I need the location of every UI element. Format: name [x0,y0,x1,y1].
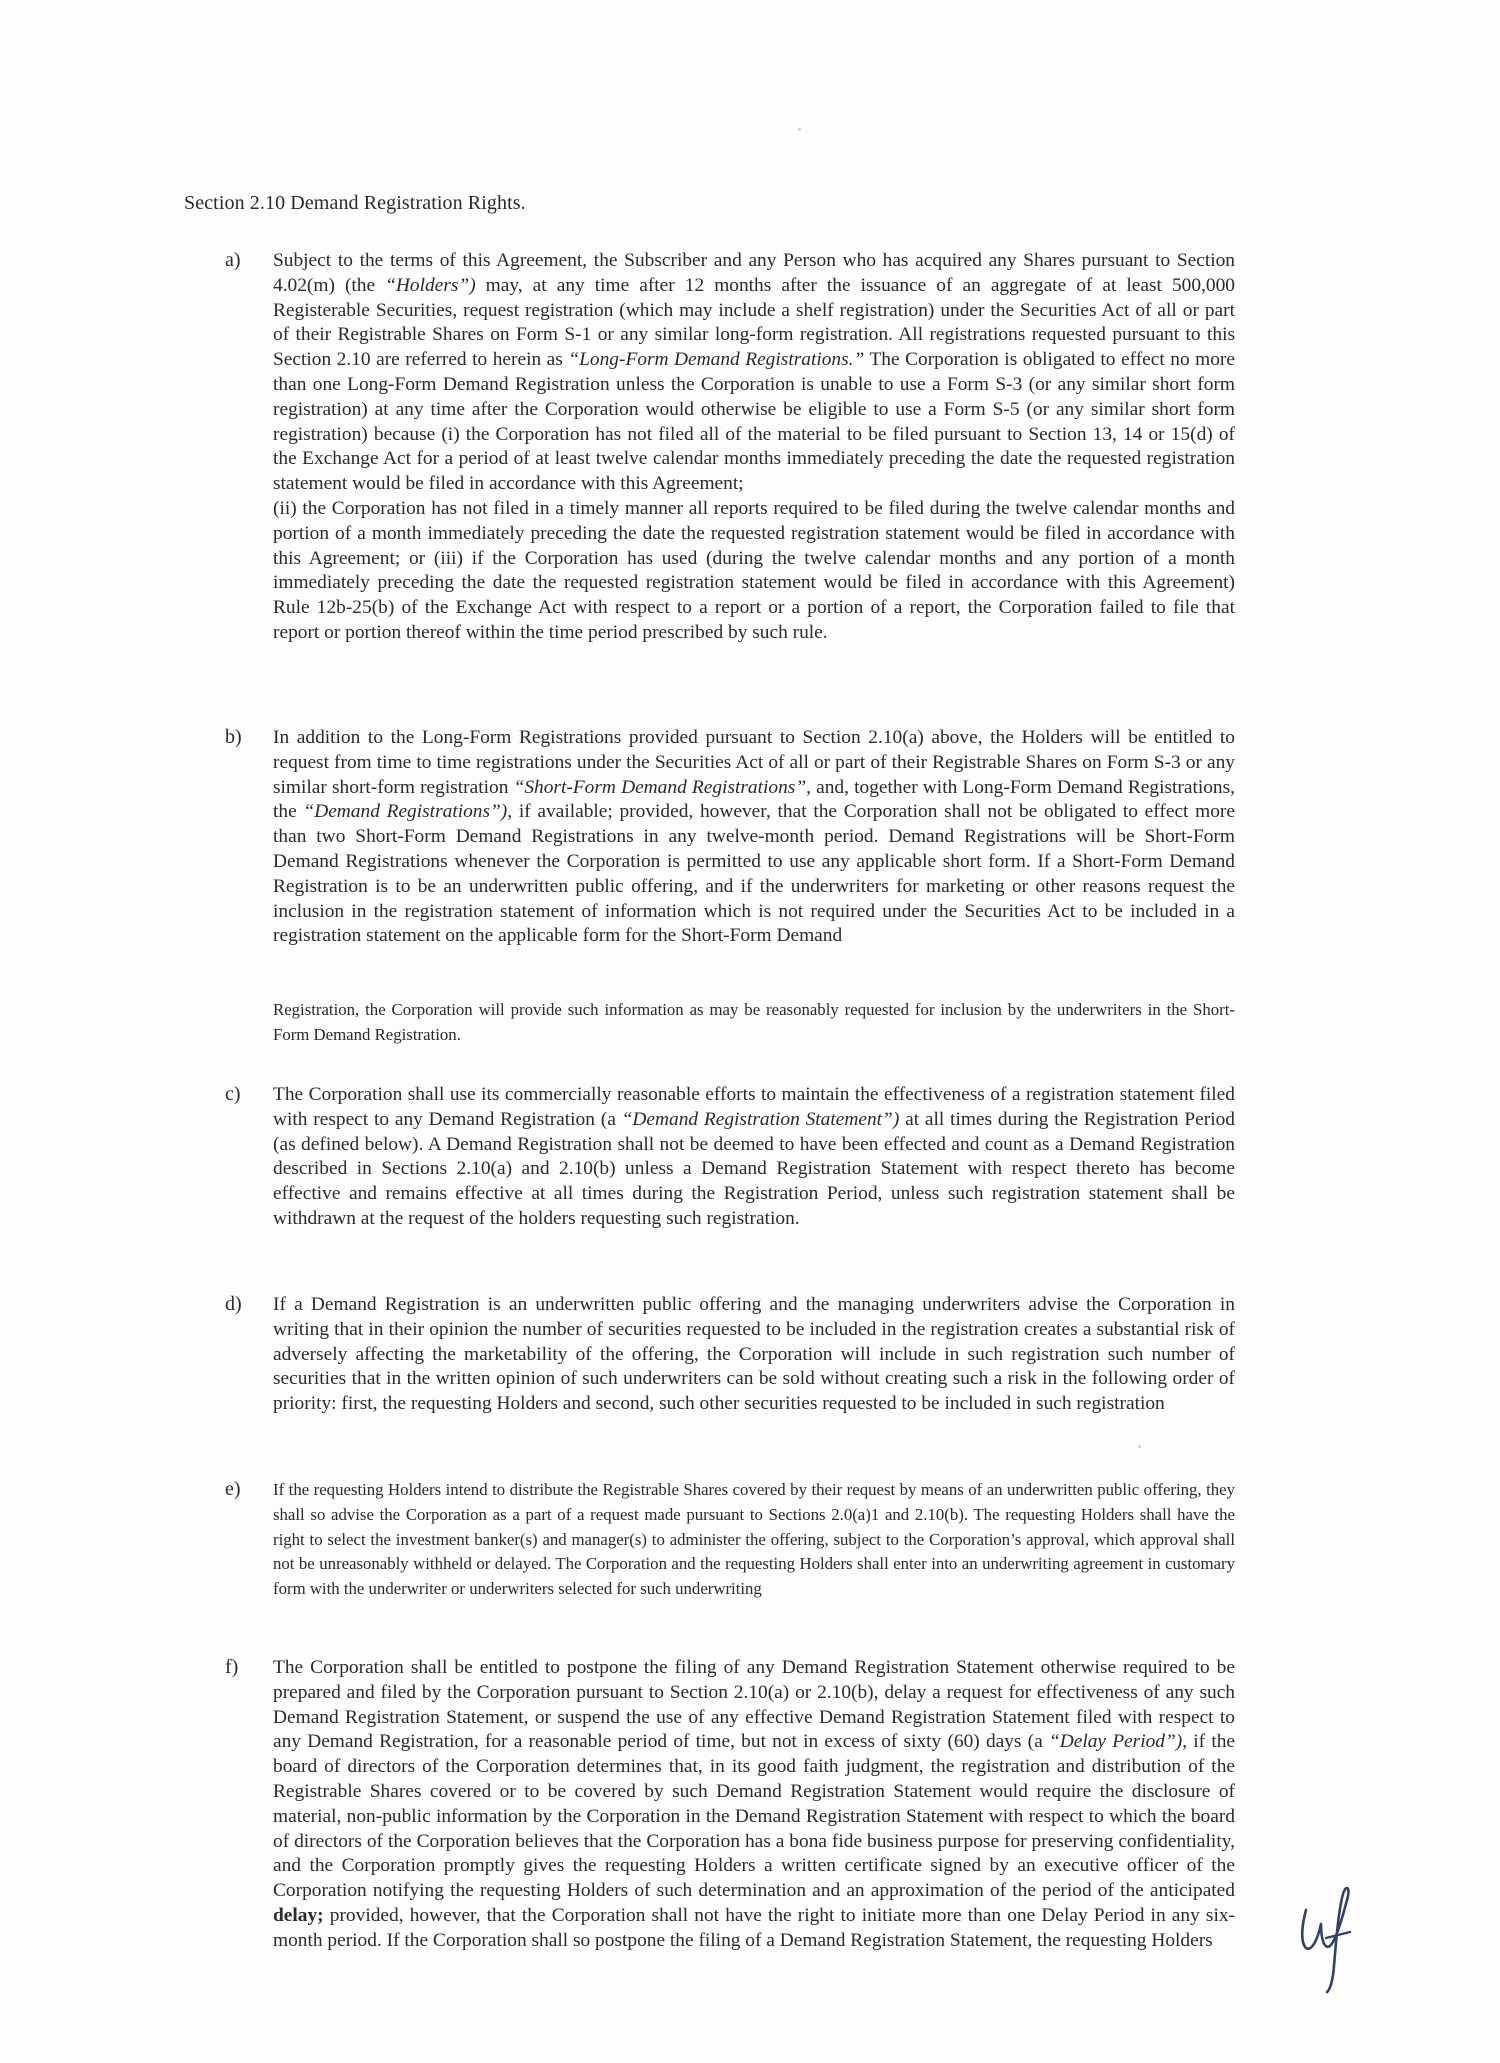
clause-e-text [273,1478,1235,1602]
text-run: , and, together with Long-Form Demand Registrations, the [273,776,1236,823]
clause-c-text [273,1083,1235,1232]
text-run: The Corporation is obligated to effect no more than one Long-Form Demand Registration unless the Corporation is unable to use a Form S-3 (or any similar short form registration) at any time after the Corporation would otherwise be eligible to use a Form S-5 (or any similar short form registration) because (i) the Corporation has not filed all of the material to be filed pursuant to Section 13, 14 or 15(d) of the Exchange Act for a period of at least twelve calendar months immediately preceding the date the requested registration statement would be filed in accordance with this Agreement; [273,349,1235,495]
clause-a-paragraph-2 [273,497,1235,646]
clause-f-text [273,1656,1235,1954]
text-run: The Corporation shall be entitled to postpone the filing of any Demand Registration Statement otherwise required to be prepared and filed by the Corporation pursuant to Section 2.10(a) or 2.10(b), delay a request for effectiveness of any such Demand Registration Statement, or suspend the use of any effective Demand Registration Statement filed with respect to any Demand Registration, for a reasonable period of time, but not in excess of sixty (60) days (a [273,1657,1235,1753]
text-run: If a Demand Registration is an underwritten public offering and the managing underwriters advise the Corporation in writing that in their opinion the number of securities requested to be included in the registration creates a substantial risk of adversely affecting the marketability of the offering, the Corporation will include in such registration such number of securities that in the written opinion of such underwriters can be sold without creating such a risk in the following order of priority: first, the requesting Holders and second, such other securities requested to be included in such registration [273,1294,1235,1415]
defined-term: “Demand Registrations”) [303,801,508,823]
scan-speck [798,128,801,131]
clause-marker: b) [225,726,242,748]
clause-b-continuation: Registration, the Corporation will provide such information as may be reasonably requested for inclusion by the underwriters in the Short-Form Demand Registration. [273,1000,1235,1044]
text-run: Subject to the terms of this Agreement, the Subscriber and any Person who has acquired any Shares pursuant to Section 4.02(m) (the [273,250,1235,296]
text-run: at all times during the Registration Period (as defined below). A Demand Registration shall not be deemed to have been effected and count as a Demand Registration described in Sections 2.10(a) and 2.10(b) unless a Demand Registration Statement with respect thereto has become effective and remains effective at all times during the Registration Period, unless such registration statement shall be withdrawn at the request of the holders requesting such registration. [273,1108,1235,1229]
text-run: (ii) the Corporation has not filed in a timely manner all reports required to be filed during the twelve calendar months and portion of a month immediately preceding the date the requested registration statement would be filed in accordance with this Agreement; or (iii) if the Corporation has used (during the twelve calendar months and any portion of a month immediately preceding the date the requested registration statement would be filed in accordance with this Agreement) Rule 12b-25(b) of the Exchange Act with respect to a report or a portion of a report, the Corporation failed to file that report or portion thereof within the time period prescribed by such rule. [273,497,1235,643]
clause-b-paragraph [273,726,1235,949]
defined-term: “Holders”) [385,274,476,296]
text-run: , if the board of directors of the Corporation determines that, in its good faith judgment, the registration and distribution of the Registrable Shares covered or to be covered by such Demand Registration Statement would require the disclosure of material, non-public information by the Corporation in the Demand Registration Statement with respect to which the board of directors of the Corporation believes that the Corporation has a bona fide business purpose for preserving confidentiality, and the Corporation promptly gives the requesting Holders a written certificate signed by an executive officer of the Corporation notifying the requesting Holders of such determination and an approximation of the period of the anticipated [273,1731,1236,1902]
clause-marker: f) [225,1656,239,1678]
defined-term: “Demand Registration Statement”) [621,1108,900,1130]
clause-b-text [273,726,1235,949]
text-run: If the requesting Holders intend to distribute the Registrable Shares covered by their request by means of an underwritten public offering, they shall so advise the Corporation as a part of a request made pursuant to Sections 2.0(a)1 and 2.10(b). The requesting Holders shall have the right to select the investment banker(s) and manager(s) to administer the offering, subject to the Corporation’s approval, which approval shall not be unreasonably withheld or delayed. The Corporation and the requesting Holders shall enter into an underwriting agreement in customary form with the underwriter or underwriters selected for such underwriting [273,1480,1235,1599]
handwritten-initials [1300,1880,1360,2005]
text-run: The Corporation shall use its commercially reasonable efforts to maintain the effectiveness of a registration statement filed with respect to any Demand Registration (a [273,1084,1235,1130]
clause-d-text [273,1293,1235,1417]
clause-a-paragraph-1 [273,249,1235,497]
text-run: In addition to the Long-Form Registrations provided pursuant to Section 2.10(a) above, the Holders will be entitled to request from time to time registrations under the Securities Act of all or part of their Registrable Shares on Form S-3 or any similar short-form registration [273,727,1235,798]
clause-f-paragraph [273,1656,1235,1954]
clause-c-paragraph [273,1083,1235,1232]
clause-marker: d) [225,1293,242,1315]
clause-marker: a) [225,249,241,271]
defined-term: “Long-Form Demand Registrations.” [568,349,865,371]
clause-marker: e) [225,1478,241,1500]
text-run: , if available; provided, however, that the Corporation shall not be obligated to effect more than two Short-Form Demand Registrations in any twelve-month period. Demand Registrations will be Short-Form Demand Registrations whenever the Corporation is permitted to use any applicable short form. If a Short-Form Demand Registration is to be an underwritten public offering, and if the underwriters for marketing or other reasons request the inclusion in the registration statement of information which is not required under the Securities Act to be included in a registration statement on the applicable form for the Short-Form Demand [273,801,1235,947]
defined-term: “Short-Form Demand Registrations” [513,776,807,798]
section-heading: Section 2.10 Demand Registration Rights. [184,192,526,214]
clause-d-paragraph [273,1293,1235,1417]
bold-text: delay; [273,1904,324,1926]
clause-marker: c) [225,1083,241,1105]
scan-speck [1138,1445,1141,1448]
text-run: provided, however, that the Corporation shall not have the right to initiate more than one Delay Period in any six-month period. If the Corporation shall so postpone the filing of a Demand Registration Statement, the requesting Holders [273,1904,1235,1951]
defined-term: “Delay Period”) [1048,1731,1183,1753]
clause-a-text [273,249,1235,646]
clause-e-paragraph [273,1478,1235,1602]
text-run: may, at any time after 12 months after the issuance of an aggregate of at least 500,000 Registerable Securities, request registration (which may include a shelf registration) under the Securities Act of all or part of their Registrable Shares on Form S-1 or any similar long-form registration. All registrations requested pursuant to this Section 2.10 are referred to herein as [273,274,1235,371]
